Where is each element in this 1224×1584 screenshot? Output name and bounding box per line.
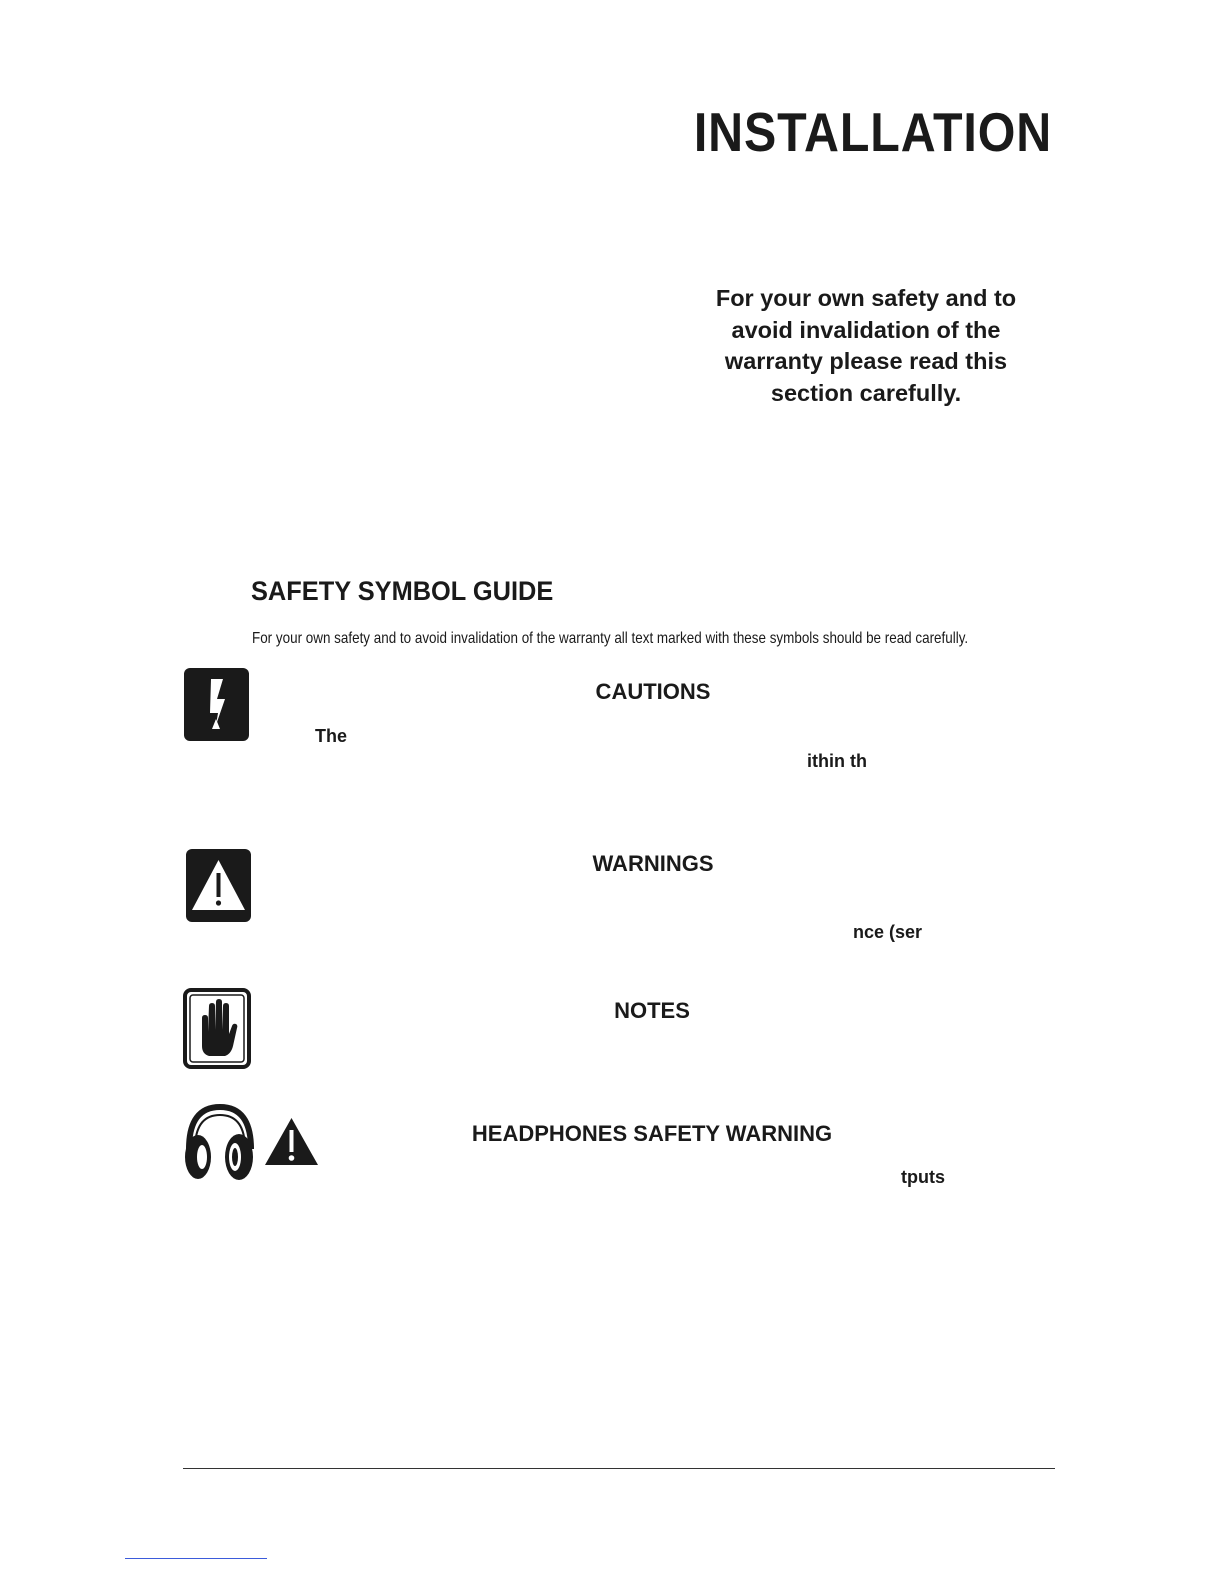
page-title: INSTALLATION [693,101,1052,163]
headphones-text-fragment: tputs [901,1167,945,1187]
guide-description: For your own safety and to avoid invalidation of the warranty all text marked with these symbols should be read carefully. [252,630,969,647]
hand-icon [183,988,251,1069]
warning-triangle-icon [185,848,252,923]
cautions-text-fragment: The [315,726,348,746]
warnings-text-fragment: nce (ser [853,922,923,942]
cautions-text-fragment: ithin th [807,751,867,771]
warnings-heading: WARNINGS [592,851,714,876]
notes-heading: NOTES [614,998,690,1023]
intro-notice [680,283,1052,409]
intro-line: For your own safety and to [715,285,1017,311]
intro-line: warranty please read this [724,348,1008,374]
warning-triangle-icon [263,1116,320,1167]
section-heading: SAFETY SYMBOL GUIDE [251,576,554,606]
footer-rule [183,1468,1055,1469]
intro-line: avoid invalidation of the [731,316,1001,343]
cautions-heading: CAUTIONS [595,679,711,704]
headphones-icon [181,1099,259,1185]
headphones-warning-heading: HEADPHONES SAFETY WARNING [471,1121,833,1146]
intro-line: section carefully. [770,379,962,406]
lightning-bolt-icon [183,667,250,742]
link-underline[interactable] [125,1558,267,1559]
